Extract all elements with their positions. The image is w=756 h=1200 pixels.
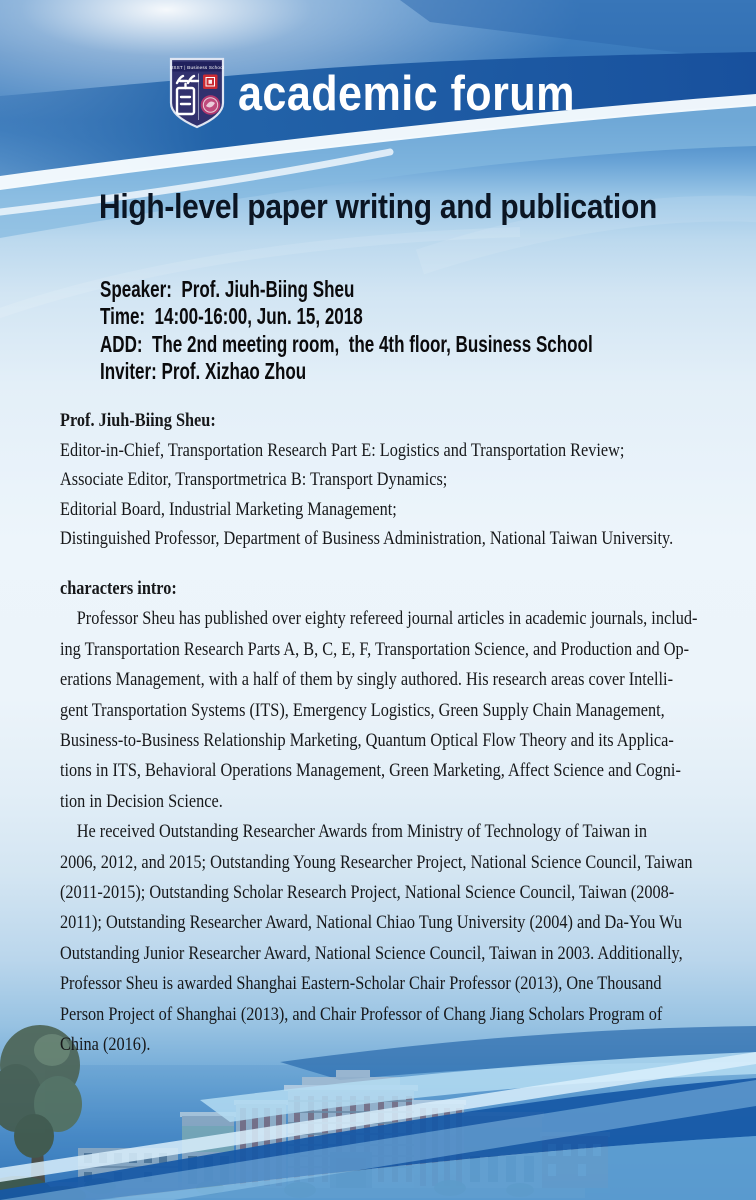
intro-line: Professor Sheu has published over eighty refereed journal articles in academic journals, includ- [76, 609, 698, 630]
intro-line: 2011); Outstanding Researcher Award, National Chiao Tung University (2004) and Da-You Wu [60, 913, 682, 934]
forum-title: academic forum [238, 67, 575, 121]
bio-heading: Prof. Jiuh-Biing Sheu: [60, 411, 216, 431]
poster-title: High-level paper writing and publication [99, 188, 657, 226]
intro-line: (2011-2015); Outstanding Scholar Research Project, National Science Council, Taiwan (2008- [60, 883, 675, 904]
bio-line: Distinguished Professor, Department of Business Administration, National Taiwan University. [60, 529, 674, 549]
logo-school-name: USST | Business School [169, 64, 225, 70]
emblem-icon [201, 95, 221, 115]
address-line: ADD: The 2nd meeting room, the 4th floor, Business School [100, 330, 593, 357]
intro-section [60, 574, 697, 1061]
intro-line: 2006, 2012, and 2015; Outstanding Young Researcher Project, National Science Council, Taiwan [60, 852, 693, 873]
intro-heading: characters intro: [60, 579, 177, 599]
bio-line: Associate Editor, Transportmetrica B: Transport Dynamics; [60, 470, 448, 490]
intro-line: tion in Decision Science. [60, 791, 223, 812]
bio-line: Editorial Board, Industrial Marketing Management; [60, 499, 397, 520]
intro-line: tions in ITS, Behavioral Operations Management, Green Marketing, Affect Science and Cogni- [60, 761, 681, 782]
intro-line: Outstanding Junior Researcher Award, National Science Council, Taiwan in 2003. Additionally, [60, 943, 683, 964]
intro-line: Professor Sheu is awarded Shanghai Eastern-Scholar Chair Professor (2013), One Thousand [60, 974, 662, 995]
intro-line: gent Transportation Systems (ITS), Emergency Logistics, Green Supply Chain Management, [60, 700, 665, 721]
intro-line: Business-to-Business Relationship Marketing, Quantum Optical Flow Theory and its Applica- [60, 731, 674, 752]
inviter-line: Inviter: Prof. Xizhao Zhou [100, 357, 307, 384]
intro-line: Person Project of Shanghai (2013), and Chair Professor of Chang Jiang Scholars Program of [60, 1004, 663, 1025]
speaker-bio [60, 407, 673, 555]
school-logo [168, 56, 226, 130]
speaker-line: Speaker: Prof. Jiuh-Biing Sheu [100, 276, 355, 302]
seal-icon [203, 75, 218, 90]
event-details [100, 276, 593, 385]
intro-line: He received Outstanding Researcher Awards from Ministry of Technology of Taiwan in [76, 822, 647, 843]
intro-line: ing Transportation Research Parts A, B, C, E, F, Transportation Science, and Production and Op- [60, 639, 690, 660]
bio-line: Editor-in-Chief, Transportation Research Part E: Logistics and Transportation Review; [60, 440, 625, 461]
intro-line: erations Management, with a half of them by singly authored. His research areas cover Intelli- [60, 670, 674, 691]
time-line: Time: 14:00-16:00, Jun. 15, 2018 [100, 303, 363, 330]
intro-line: China (2016). [60, 1035, 151, 1056]
